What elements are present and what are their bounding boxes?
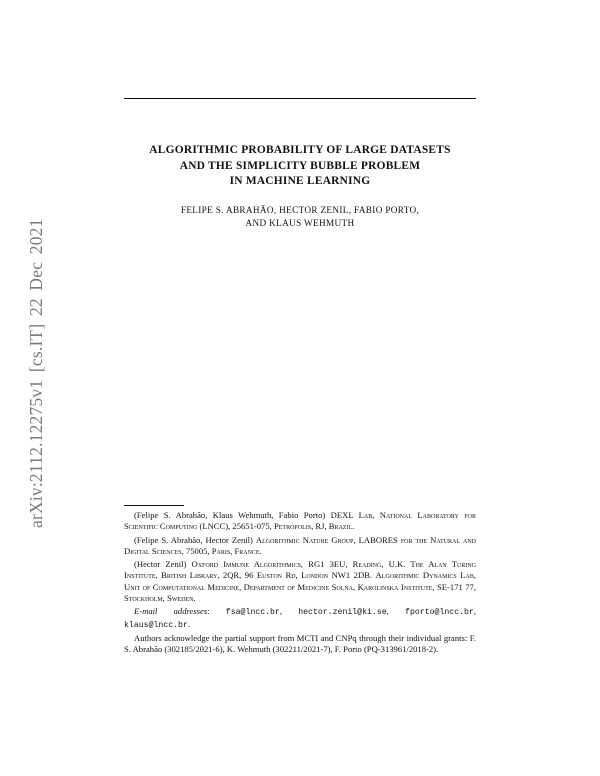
header-rule xyxy=(124,98,476,99)
title-line-1: ALGORITHMIC PROBABILITY OF LARGE DATASETS xyxy=(149,144,451,156)
affiliation-3: (Hector Zenil) Oxford Immune Algorithmics, RG1 3EU, Reading, U.K. The Alan Turing Institute, British Library, 2QR, 96 Euston Rd, London NW1 2DB. Algorithmic Dynamics Lab, Unit of Computational Medicine, Department of Medicine Solna, Karolinska Institute, SE-171 77, Stockholm, Sweden. xyxy=(124,559,476,604)
authors-line-1: FELIPE S. ABRAHÃO, HECTOR ZENIL, FABIO PORTO, xyxy=(180,205,420,215)
footnotes xyxy=(124,510,476,658)
affiliation-2: (Felipe S. Abrahão, Hector Zenil) Algorithmic Nature Group, LABORES for the Natural and Digital Sciences, 75005, Paris, France. xyxy=(124,534,477,556)
authors-line-2: AND KLAUS WEHMUTH xyxy=(245,218,355,228)
email-link-4[interactable]: klaus@lncc.br xyxy=(124,620,188,630)
email-link-3[interactable]: fporto@lncc.br xyxy=(405,608,474,618)
email-addresses: E-mail addresses: fsa@lncc.br, hector.zenil@ki.se, fporto@lncc.br, klaus@lncc.br. xyxy=(124,606,476,630)
paper-title xyxy=(110,143,490,190)
affiliation-1: (Felipe S. Abrahão, Klaus Wehmuth, Fabio Porto) DEXL Lab, National Laboratory for Scientific Computing (LNCC), 25651-075, Petrópolis, RJ, Brazil. xyxy=(124,510,476,532)
acknowledgement: Authors acknowledge the partial support from MCTI and CNPq through their individual grants: F. S. Abrahão (302185/2021-6), K. Wehmuth (302211/2021-7), F. Porto (PQ-313961/2018-2). xyxy=(124,632,476,655)
email-link-1[interactable]: fsa@lncc.br xyxy=(225,608,280,618)
title-line-3: IN MACHINE LEARNING xyxy=(229,175,371,187)
title-line-2: AND THE SIMPLICITY BUBBLE PROBLEM xyxy=(179,159,421,172)
author-list xyxy=(110,204,490,230)
arxiv-identifier-stamp[interactable]: arXiv:2112.12275v1 [cs.IT] 22 Dec 2021 xyxy=(26,218,46,528)
footnote-rule xyxy=(124,505,184,506)
email-link-2[interactable]: hector.zenil@ki.se xyxy=(298,608,387,618)
